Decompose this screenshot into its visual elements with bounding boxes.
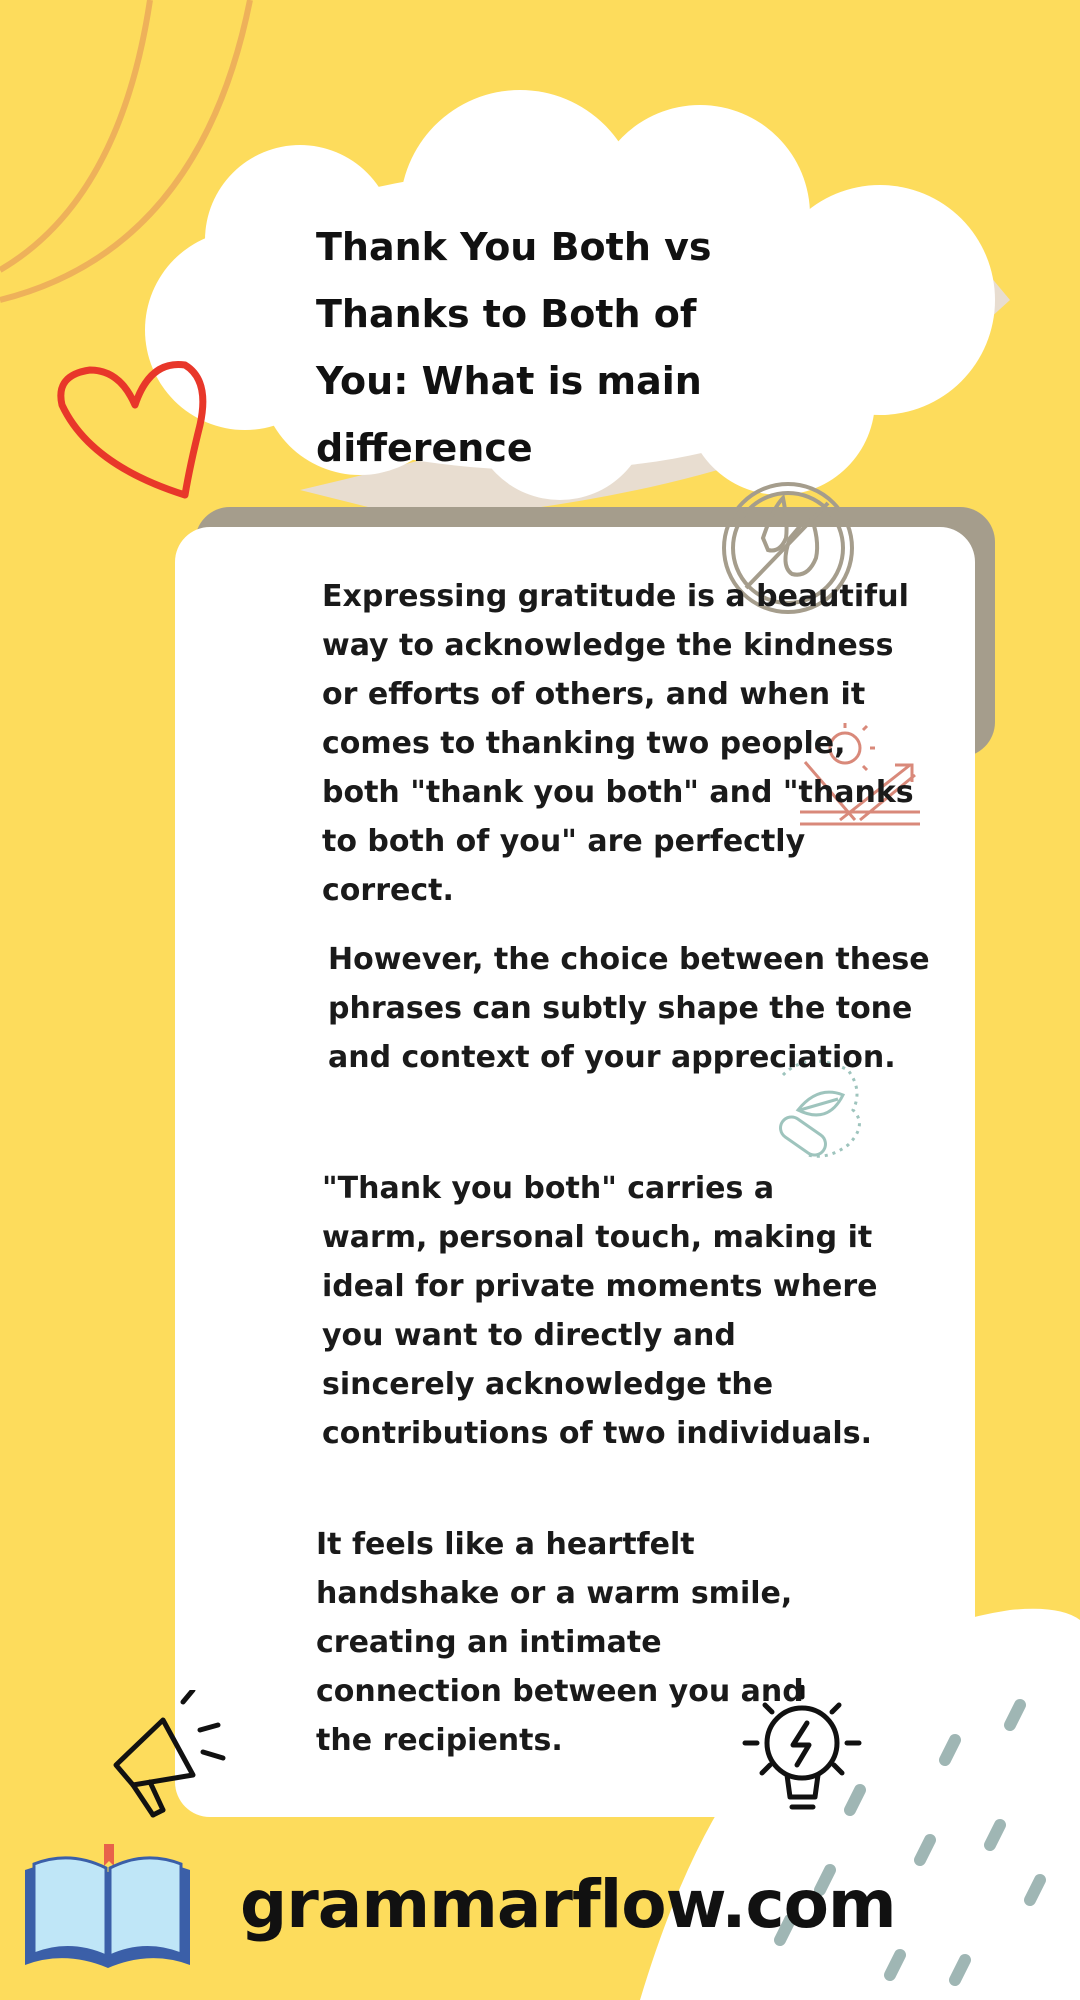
heart-icon bbox=[50, 355, 210, 505]
paragraph-thank-you-both: "Thank you both" carries a warm, personal touch, making it ideal for private moments where you want to directly and sincerely acknowledge the contributions of two individuals. bbox=[322, 1171, 878, 1451]
paragraph-choice: However, the choice between these phrases can subtly shape the tone and context of your appreciation. bbox=[328, 942, 930, 1075]
open-book-icon bbox=[20, 1840, 195, 1980]
footer-site-name[interactable]: grammarflow.com bbox=[240, 1866, 896, 1943]
paragraph-intro: Expressing gratitude is a beautiful way to acknowledge the kindness or efforts of others, and when it comes to thanking two people, both "thank you both" and "thanks to both of you" are perfectly correct. bbox=[322, 579, 914, 908]
paragraph-heartfelt: It feels like a heartfelt handshake or a warm smile, creating an intimate connection between you and the recipients. bbox=[316, 1527, 804, 1758]
megaphone-icon bbox=[108, 1690, 233, 1820]
page-title: Thank You Both vs Thanks to Both of You: What is main difference bbox=[316, 225, 712, 470]
